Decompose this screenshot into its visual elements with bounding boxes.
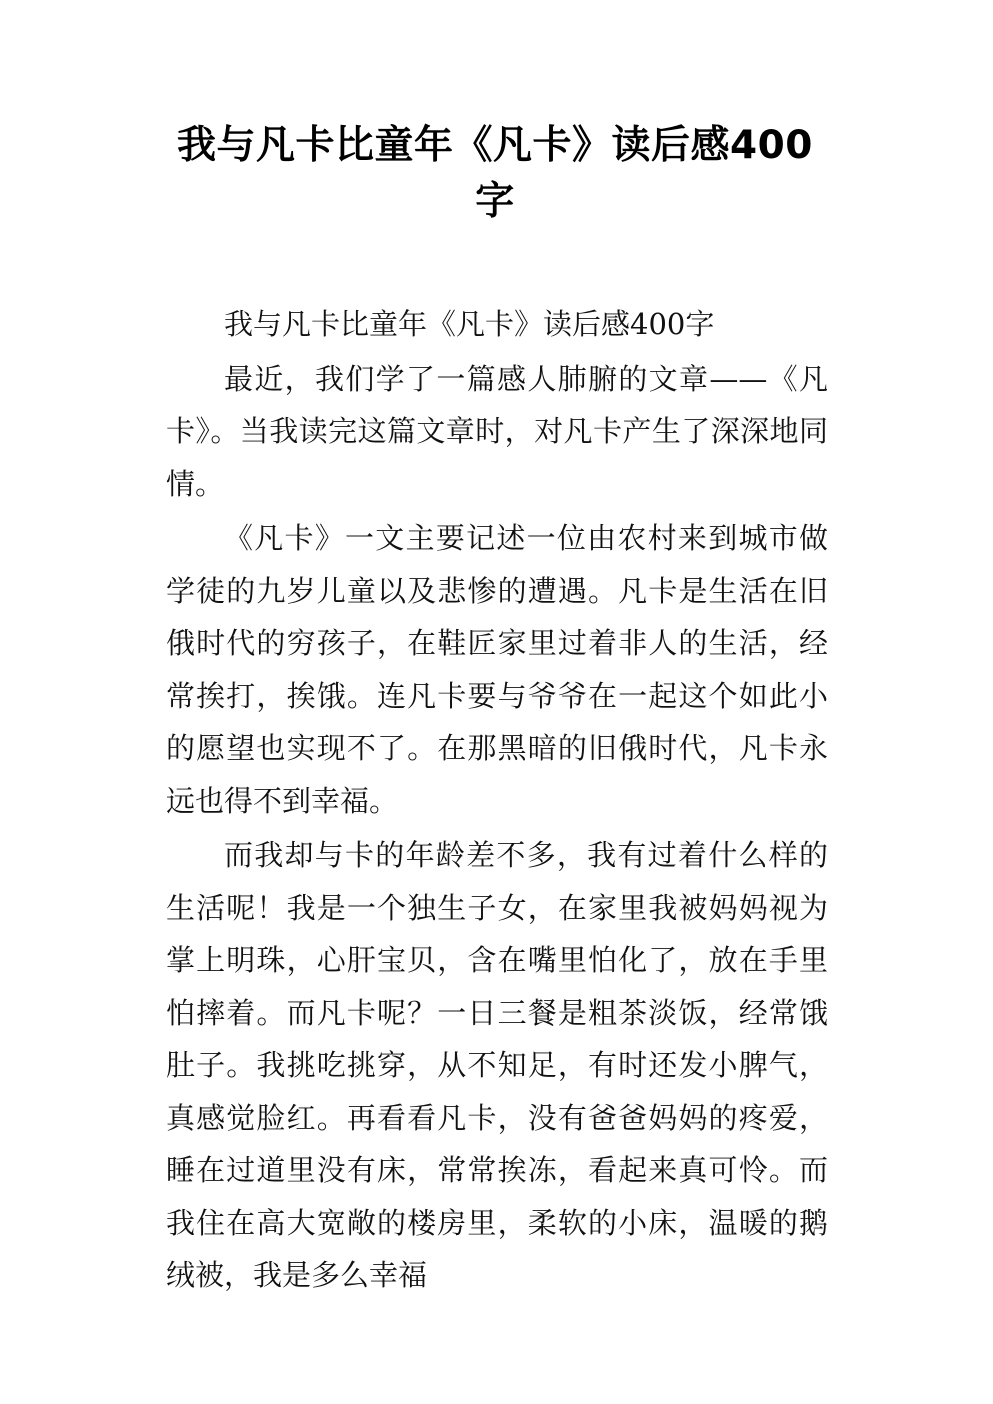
paragraph: 最近，我们学了一篇感人肺腑的文章——《凡卡》。当我读完这篇文章时，对凡卡产生了深深地同情。 — [166, 361, 828, 501]
paragraph: 而我却与卡的年龄差不多，我有过着什么样的生活呢！我是一个独生子女，在家里我被妈妈视为掌上明珠，心肝宝贝，含在嘴里怕化了，放在手里怕摔着。而凡卡呢？一日三餐是粗茶淡饭，经常饿肚子。我挑吃挑穿，从不知足，有时还发小脾气，真感觉脸红。再看看凡卡，没有爸爸妈妈的疼爱，睡在过道里没有床，常常挨冻，看起来真可怜。而我住在高大宽敞的楼房里，柔软的小床，温暖的鹅绒被，我是多么幸福 — [166, 838, 828, 1292]
document-body — [166, 298, 828, 1304]
document-title: 我与凡卡比童年《凡卡》读后感400字 — [177, 123, 813, 224]
paragraph: 《凡卡》一文主要记述一位由农村来到城市做学徒的九岁儿童以及悲惨的遭遇。凡卡是生活在旧俄时代的穷孩子，在鞋匠家里过着非人的生活，经常挨打，挨饿。连凡卡要与爷爷在一起这个如此小的愿望也实现不了。在那黑暗的旧俄时代，凡卡永远也得不到幸福。 — [166, 521, 828, 818]
paragraph-subtitle: 我与凡卡比童年《凡卡》读后感400字 — [224, 307, 715, 341]
